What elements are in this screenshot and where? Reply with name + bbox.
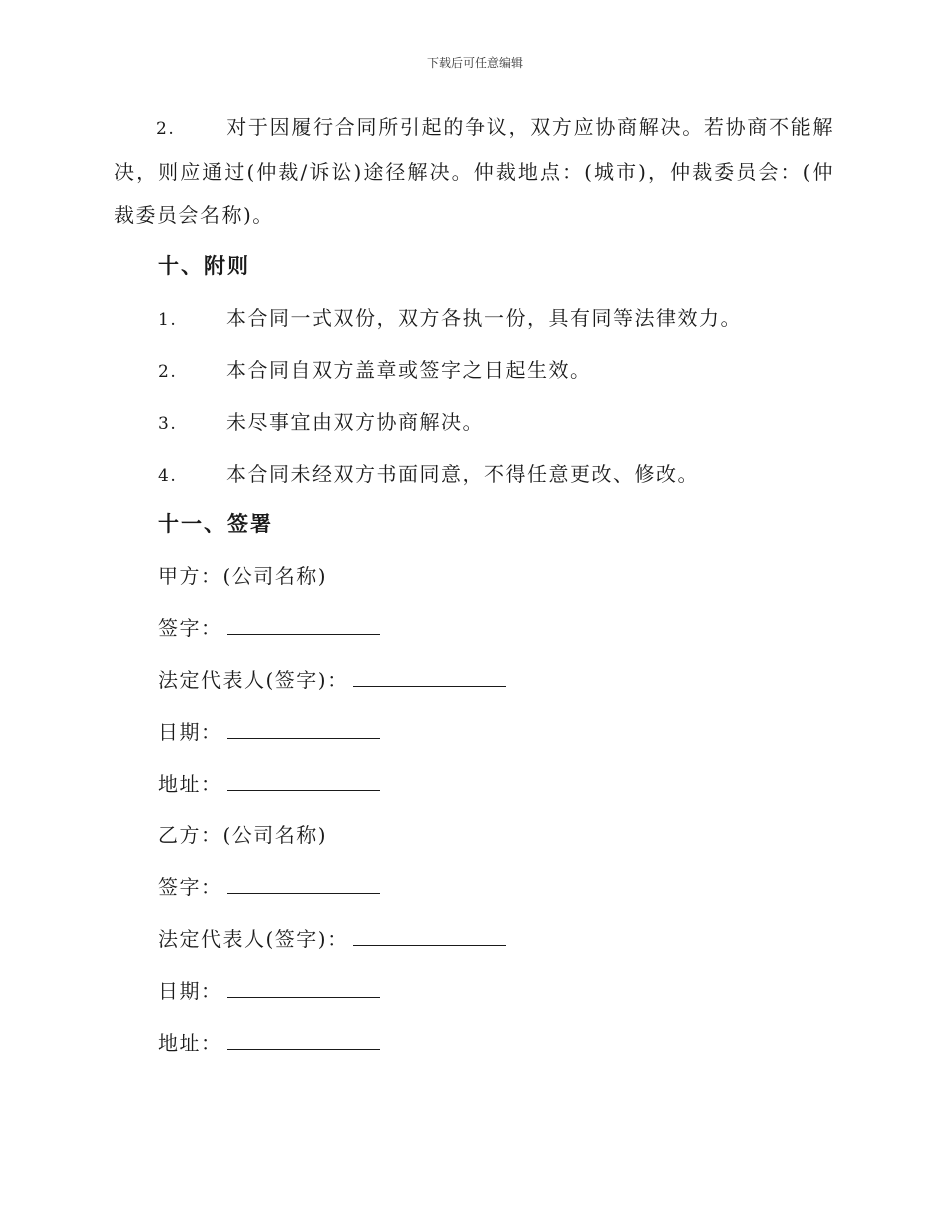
- list-item: [158, 354, 592, 383]
- party-a-legal-rep-row: [158, 664, 506, 693]
- item-number: 2.: [158, 362, 178, 382]
- date-blank[interactable]: [227, 977, 380, 998]
- party-b-label: 乙方：(公司名称): [158, 823, 328, 847]
- date-label: 日期：: [158, 720, 223, 744]
- legal-rep-label: 法定代表人(签字)：: [158, 927, 349, 951]
- party-a-signature-row: [158, 612, 380, 641]
- item-text: 本合同未经双方书面同意，不得任意更改、修改。: [226, 462, 699, 486]
- clause-number: 2.: [156, 119, 176, 139]
- party-a-date-row: [158, 716, 380, 745]
- signature-label: 签字：: [158, 616, 223, 640]
- party-a-address-row: [158, 768, 380, 797]
- signature-blank[interactable]: [227, 614, 380, 635]
- signature-blank[interactable]: [227, 873, 380, 894]
- party-a-label: 甲方：(公司名称): [158, 564, 328, 588]
- party-b-address-row: [158, 1027, 380, 1056]
- address-label: 地址：: [158, 1031, 223, 1055]
- list-item: [158, 406, 484, 435]
- section-heading-appendix: 十、附则: [158, 254, 250, 278]
- section-heading-signature: 十一、签署: [158, 512, 273, 536]
- item-number: 3.: [158, 414, 178, 434]
- legal-rep-blank[interactable]: [353, 925, 506, 946]
- item-number: 1.: [158, 310, 178, 330]
- item-number: 4.: [158, 466, 178, 486]
- address-blank[interactable]: [227, 770, 380, 791]
- legal-rep-label: 法定代表人(签字)：: [158, 668, 349, 692]
- clause-text: 对于因履行合同所引起的争议，双方应协商解决。若协商不能解决，则应通过(仲裁/诉讼)途径解决。仲裁地点：(城市)，仲裁委员会：(仲裁委员会名称)。: [114, 115, 834, 227]
- address-label: 地址：: [158, 772, 223, 796]
- list-item: [158, 302, 742, 331]
- date-label: 日期：: [158, 979, 223, 1003]
- item-text: 未尽事宜由双方协商解决。: [226, 410, 484, 434]
- party-b-date-row: [158, 975, 380, 1004]
- item-text: 本合同一式双份，双方各执一份，具有同等法律效力。: [226, 306, 742, 330]
- dispute-clause: [114, 106, 834, 237]
- legal-rep-blank[interactable]: [353, 666, 506, 687]
- party-b-legal-rep-row: [158, 923, 506, 952]
- page-header: 下载后可任意编辑: [426, 56, 523, 70]
- address-blank[interactable]: [227, 1029, 380, 1050]
- list-item: [158, 458, 699, 487]
- signature-label: 签字：: [158, 875, 223, 899]
- party-b-signature-row: [158, 871, 380, 900]
- date-blank[interactable]: [227, 718, 380, 739]
- item-text: 本合同自双方盖章或签字之日起生效。: [226, 358, 592, 382]
